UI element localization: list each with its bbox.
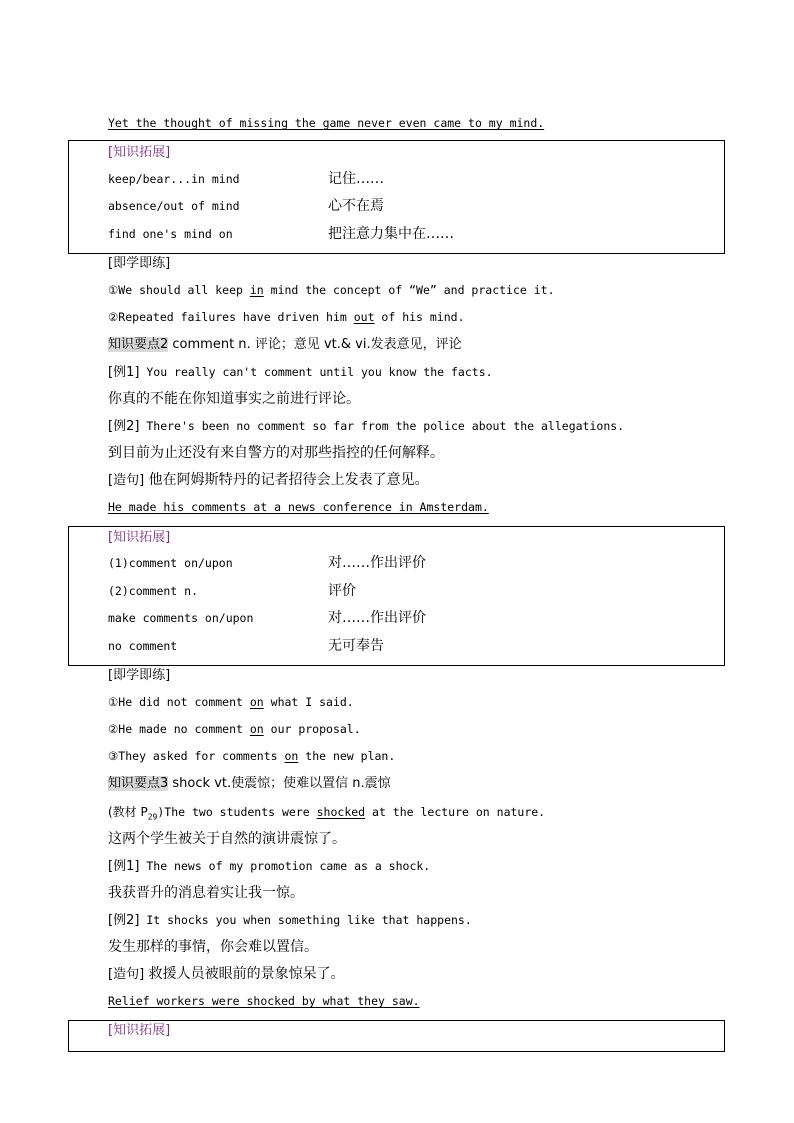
phrase-zh: 把注意力集中在…… xyxy=(328,226,454,242)
textbook-sentence: (教材 $P_{29})The$ two students were shocked at the lecture on nature. xyxy=(108,805,546,822)
phrase-zh: 心不在焉 xyxy=(328,198,384,214)
knowledge-box-header: [知识拓展] xyxy=(108,530,171,545)
example-line: [例1] You really can't comment until you know the facts. xyxy=(108,365,493,380)
phrase-zh: 无可奉告 xyxy=(328,638,384,654)
phrase-zh: 评价 xyxy=(328,583,356,599)
knowledge-point-tag: 知识要点3 xyxy=(108,776,169,791)
sentence-making: [造句] 他在阿姆斯特丹的记者招待会上发表了意见。 xyxy=(108,472,429,488)
answer-blank: on xyxy=(249,695,264,709)
sentence-making-answer: Relief workers were shocked by what they saw. xyxy=(108,994,420,1008)
knowledge-box-header: [知识拓展] xyxy=(108,145,171,160)
practice-item: ①We should all keep in mind the concept of “We” and practice it. xyxy=(108,283,555,297)
phrase-en: find one's mind on xyxy=(108,227,233,241)
knowledge-point-tag: 知识要点2 xyxy=(108,337,169,352)
phrase-zh: 对……作出评价 xyxy=(328,610,426,626)
practice-item: ②He made no comment on our proposal. xyxy=(108,722,361,736)
sentence-making: [造句] 救援人员被眼前的景象惊呆了。 xyxy=(108,966,345,982)
knowledge-box-header: [知识拓展] xyxy=(108,1023,171,1038)
example-translation: 到目前为止还没有来自警方的对那些指控的任何解释。 xyxy=(108,445,444,461)
practice-header: [即学即练] xyxy=(108,256,171,271)
answer-blank: on xyxy=(249,722,264,736)
knowledge-point-heading: 知识要点3 shock vt.使震惊；使难以置信 n.震惊 xyxy=(108,776,391,791)
example-translation: 这两个学生被关于自然的演讲震惊了。 xyxy=(108,831,346,847)
answer-blank: out xyxy=(353,310,375,324)
practice-header: [即学即练] xyxy=(108,668,171,683)
sentence-making-answer: He made his comments at a news conference in Amsterdam. xyxy=(108,500,489,514)
phrase-en: absence/out of mind xyxy=(108,199,240,213)
example-translation: 我获晋升的消息着实让我一惊。 xyxy=(108,885,304,901)
phrase-en: (1)comment on/upon xyxy=(108,556,233,570)
phrase-zh: 对……作出评价 xyxy=(328,555,426,571)
knowledge-point-heading: 知识要点2 comment n. 评论；意见 vt.& vi.发表意见，评论 xyxy=(108,337,462,352)
answer-blank: shocked xyxy=(316,805,366,819)
example-sentence-underlined: Yet the thought of missing the game never even came to my mind. xyxy=(108,116,545,130)
practice-item: ①He did not comment on what I said. xyxy=(108,695,354,709)
example-line: [例2] There's been no comment so far from the police about the allegations. xyxy=(108,419,625,434)
phrase-en: keep/bear...in mind xyxy=(108,172,240,186)
example-line: [例1] The news of my promotion came as a shock. xyxy=(108,859,431,874)
practice-item: ③They asked for comments on the new plan. xyxy=(108,749,396,763)
answer-blank: in xyxy=(249,283,264,297)
phrase-en: (2)comment n. xyxy=(108,584,199,598)
example-translation: 你真的不能在你知道事实之前进行评论。 xyxy=(108,391,360,407)
example-line: [例2] It shocks you when something like that happens. xyxy=(108,913,472,928)
phrase-en: no comment xyxy=(108,639,178,653)
phrase-zh: 记住…… xyxy=(328,171,384,187)
phrase-en: make comments on/upon xyxy=(108,611,254,625)
practice-item: ②Repeated failures have driven him out of his mind. xyxy=(108,310,465,324)
example-translation: 发生那样的事情，你会难以置信。 xyxy=(108,939,318,955)
answer-blank: on xyxy=(284,749,299,763)
